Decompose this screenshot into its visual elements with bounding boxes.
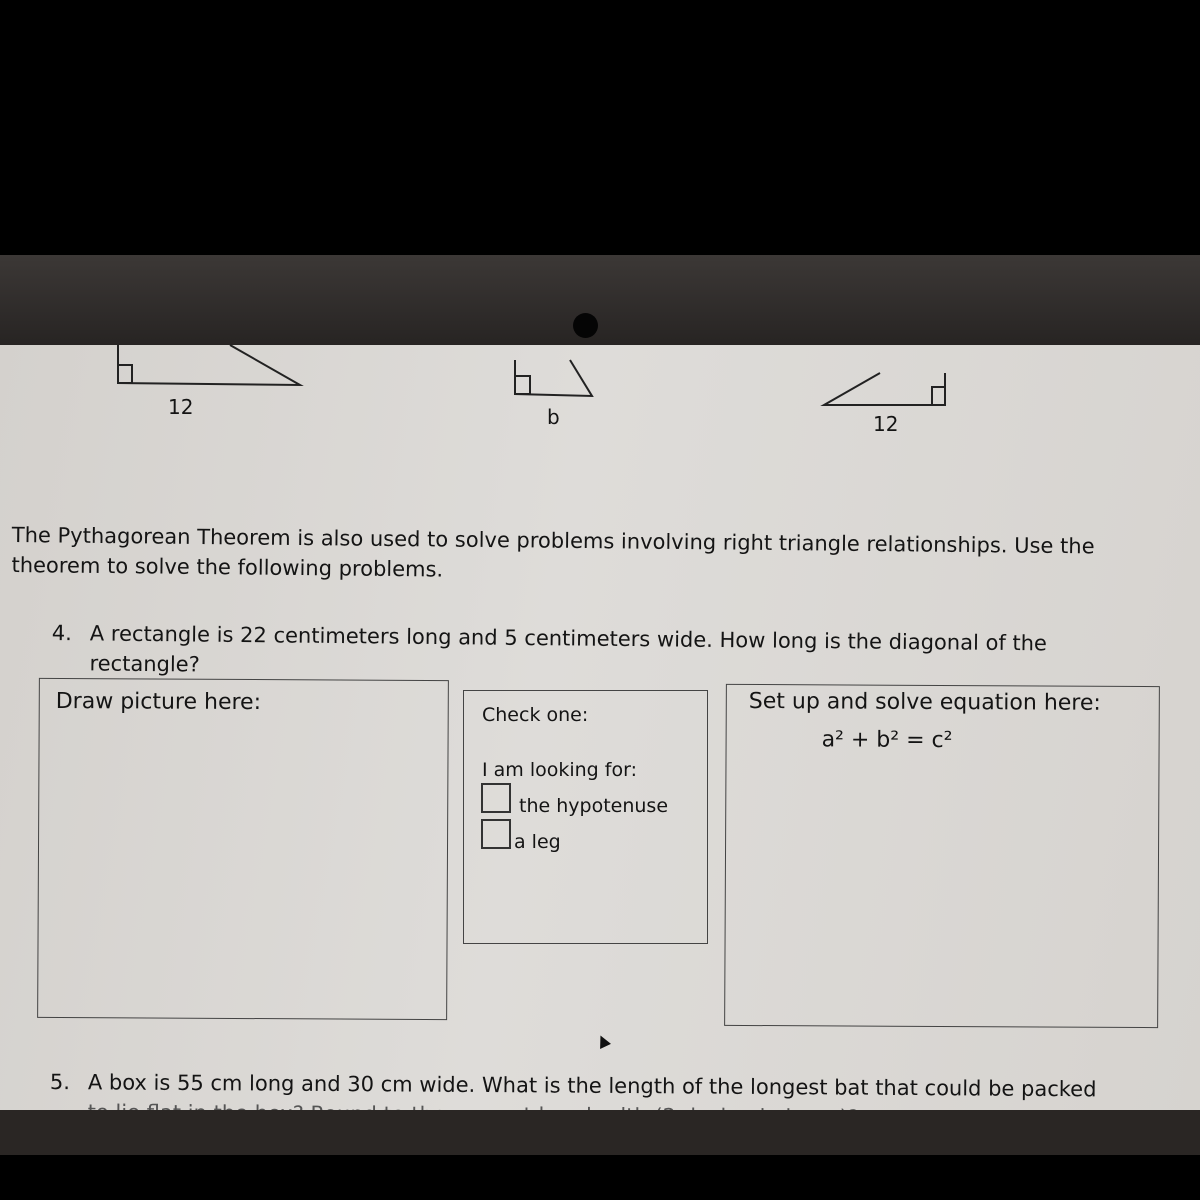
hypotenuse-label: the hypotenuse	[519, 795, 669, 817]
question-5	[49, 1067, 1150, 1102]
triangle-3	[820, 373, 955, 409]
triangle-2-label: b	[547, 405, 560, 429]
solve-equation-title: Set up and solve equation here:	[748, 688, 1101, 716]
leg-checkbox[interactable]	[481, 819, 511, 849]
background-bottom	[0, 1155, 1200, 1200]
triangle-3-label: 12	[873, 412, 899, 436]
triangle-1-label: 12	[168, 395, 194, 419]
question-4	[51, 618, 1082, 677]
laptop-bottom-bezel	[0, 1110, 1200, 1155]
laptop-bezel	[0, 255, 1200, 350]
mouse-cursor-icon	[595, 1033, 611, 1049]
hypotenuse-checkbox[interactable]	[481, 783, 511, 813]
intro-paragraph: The Pythagorean Theorem is also used to solve problems involving right triangle relationships. Use the theorem to solve the following problems.	[11, 522, 1095, 582]
question-5-number: 5.	[49, 1070, 71, 1095]
worksheet-screen	[0, 345, 1200, 1110]
looking-for-prompt: I am looking for:	[482, 759, 637, 781]
triangle-2	[510, 360, 600, 400]
check-one-box	[463, 690, 708, 944]
webcam-icon	[573, 313, 598, 338]
check-one-title: Check one:	[482, 704, 589, 726]
question-4-text: A rectangle is 22 centimeters long and 5 centimeters wide. How long is the diagonal of the rectangle?	[89, 621, 1048, 677]
draw-picture-title: Draw picture here:	[55, 689, 262, 716]
leg-label: a leg	[514, 831, 561, 853]
triangle-1	[110, 345, 310, 390]
draw-picture-box[interactable]	[37, 678, 449, 1020]
pythagorean-equation: a² + b² = c²	[821, 727, 953, 754]
question-4-number: 4.	[51, 620, 73, 646]
question-5-text: A box is 55 cm long and 30 cm wide. What is the length of the longest bat that could be packed	[87, 1070, 1097, 1102]
solve-equation-box[interactable]	[724, 684, 1160, 1028]
